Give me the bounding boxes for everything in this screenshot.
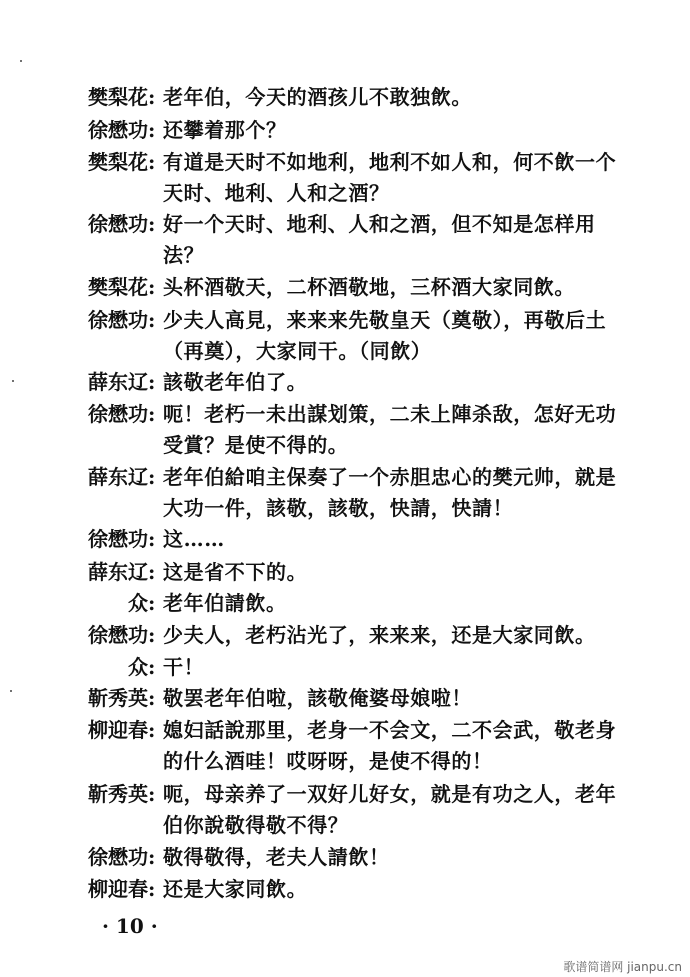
script-line — [0, 586, 690, 620]
speaker-name: 众 — [128, 655, 148, 679]
line-text: 敬罢老年伯啦，該敬俺婆母娘啦！ — [163, 686, 472, 710]
line-text: 还是大家同飲。 — [163, 877, 308, 901]
speaker-colon: : — [148, 623, 156, 647]
line-text: 还攀着那个？ — [163, 118, 287, 142]
line-text: 好一个天时、地利、人和之酒，但不知是怎样用 — [163, 212, 596, 236]
speaker-colon: : — [148, 370, 156, 394]
line-text: 大功一件，該敬，該敬，快請，快請！ — [163, 496, 514, 520]
script-line — [0, 80, 690, 114]
line-text: 呃，母亲养了一双好儿好女，就是有功之人，老年 — [163, 782, 617, 806]
speaker-colon: : — [148, 591, 156, 615]
script-line — [0, 681, 690, 715]
speaker-name: 徐懋功 — [88, 402, 148, 426]
speaker-colon: : — [148, 655, 156, 679]
line-text: 少夫人高見，来来来先敬皇天（奠敬），再敬后土 — [163, 308, 607, 332]
speaker-name: 薛东辽 — [88, 560, 148, 584]
line-text: 干！ — [163, 655, 205, 679]
line-text: 老年伯請飲。 — [163, 591, 287, 615]
line-text: 少夫人，老朽沾光了，来来来，还是大家同飲。 — [163, 623, 596, 647]
script-line — [0, 713, 690, 747]
speaker-colon: : — [148, 150, 156, 174]
line-text: 媳妇話說那里，老身一不会文，二不会武，敬老身 — [163, 718, 617, 742]
speaker-name: 徐懋功 — [88, 212, 148, 236]
script-line — [0, 303, 690, 337]
speaker-name: 徐懋功 — [88, 527, 148, 551]
speaker-colon: : — [148, 560, 156, 584]
speaker-colon: : — [148, 782, 156, 806]
line-text: 法？ — [163, 243, 205, 267]
speaker-name: 靳秀英 — [88, 782, 148, 806]
line-text: 这…… — [163, 527, 225, 551]
speaker-colon: : — [148, 877, 156, 901]
script-line — [0, 270, 690, 304]
line-text: 头杯酒敬天，二杯酒敬地，三杯酒大家同飲。 — [163, 275, 575, 299]
speaker-colon: : — [148, 212, 156, 236]
scan-speck — [20, 60, 22, 62]
scan-speck — [12, 380, 14, 382]
speaker-name: 徐懋功 — [88, 118, 148, 142]
line-text: 有道是天时不如地利，地利不如人和，何不飲一个 — [163, 150, 617, 174]
script-line — [0, 777, 690, 811]
line-text: 的什么酒哇！哎呀呀，是使不得的！ — [163, 749, 493, 773]
speaker-colon: : — [148, 465, 156, 489]
speaker-colon: : — [148, 402, 156, 426]
script-line — [0, 207, 690, 241]
line-text: （再奠），大家同干。（同飲） — [163, 339, 432, 363]
script-line — [0, 238, 690, 272]
speaker-name: 樊梨花 — [88, 85, 148, 109]
script-line — [0, 808, 690, 842]
speaker-colon: : — [148, 308, 156, 332]
script-line — [0, 555, 690, 589]
line-text: 天时、地利、人和之酒？ — [163, 181, 390, 205]
script-line — [0, 428, 690, 462]
speaker-colon: : — [148, 718, 156, 742]
speaker-colon: : — [148, 275, 156, 299]
script-line — [0, 145, 690, 179]
speaker-name: 薛东辽 — [88, 370, 148, 394]
speaker-colon: : — [148, 118, 156, 142]
speaker-colon: : — [148, 85, 156, 109]
speaker-colon: : — [148, 527, 156, 551]
speaker-name: 柳迎春 — [88, 718, 148, 742]
script-line — [0, 176, 690, 210]
speaker-name: 徐懋功 — [88, 308, 148, 332]
script-line — [0, 522, 690, 556]
speaker-name: 柳迎春 — [88, 877, 148, 901]
line-text: 老年伯給咱主保奏了一个赤胆忠心的樊元帅，就是 — [163, 465, 617, 489]
line-text: 呃！老朽一未出謀划策，二未上陣杀敌，怎好无功 — [163, 402, 617, 426]
line-text: 受賞？是使不得的。 — [163, 433, 349, 457]
script-line — [0, 840, 690, 874]
script-line — [0, 113, 690, 147]
speaker-name: 樊梨花 — [88, 150, 148, 174]
scan-speck — [10, 690, 12, 692]
script-line — [0, 872, 690, 906]
page-number: · 10 · — [102, 914, 158, 938]
script-line — [0, 397, 690, 431]
script-line — [0, 744, 690, 778]
speaker-name: 樊梨花 — [88, 275, 148, 299]
line-text: 該敬老年伯了。 — [163, 370, 308, 394]
line-text: 伯你說敬得敬不得？ — [163, 813, 349, 837]
line-text: 这是省不下的。 — [163, 560, 308, 584]
speaker-colon: : — [148, 686, 156, 710]
speaker-name: 薛东辽 — [88, 465, 148, 489]
speaker-name: 众 — [128, 591, 148, 615]
script-line — [0, 491, 690, 525]
script-line — [0, 618, 690, 652]
speaker-colon: : — [148, 845, 156, 869]
speaker-name: 靳秀英 — [88, 686, 148, 710]
line-text: 老年伯，今天的酒孩儿不敢独飲。 — [163, 85, 472, 109]
script-line — [0, 460, 690, 494]
script-line — [0, 650, 690, 684]
script-line — [0, 334, 690, 368]
speaker-name: 徐懋功 — [88, 623, 148, 647]
watermark: 歌谱简谱网 jianpu.cn — [563, 960, 682, 974]
script-line — [0, 365, 690, 399]
line-text: 敬得敬得，老夫人請飲！ — [163, 845, 390, 869]
speaker-name: 徐懋功 — [88, 845, 148, 869]
